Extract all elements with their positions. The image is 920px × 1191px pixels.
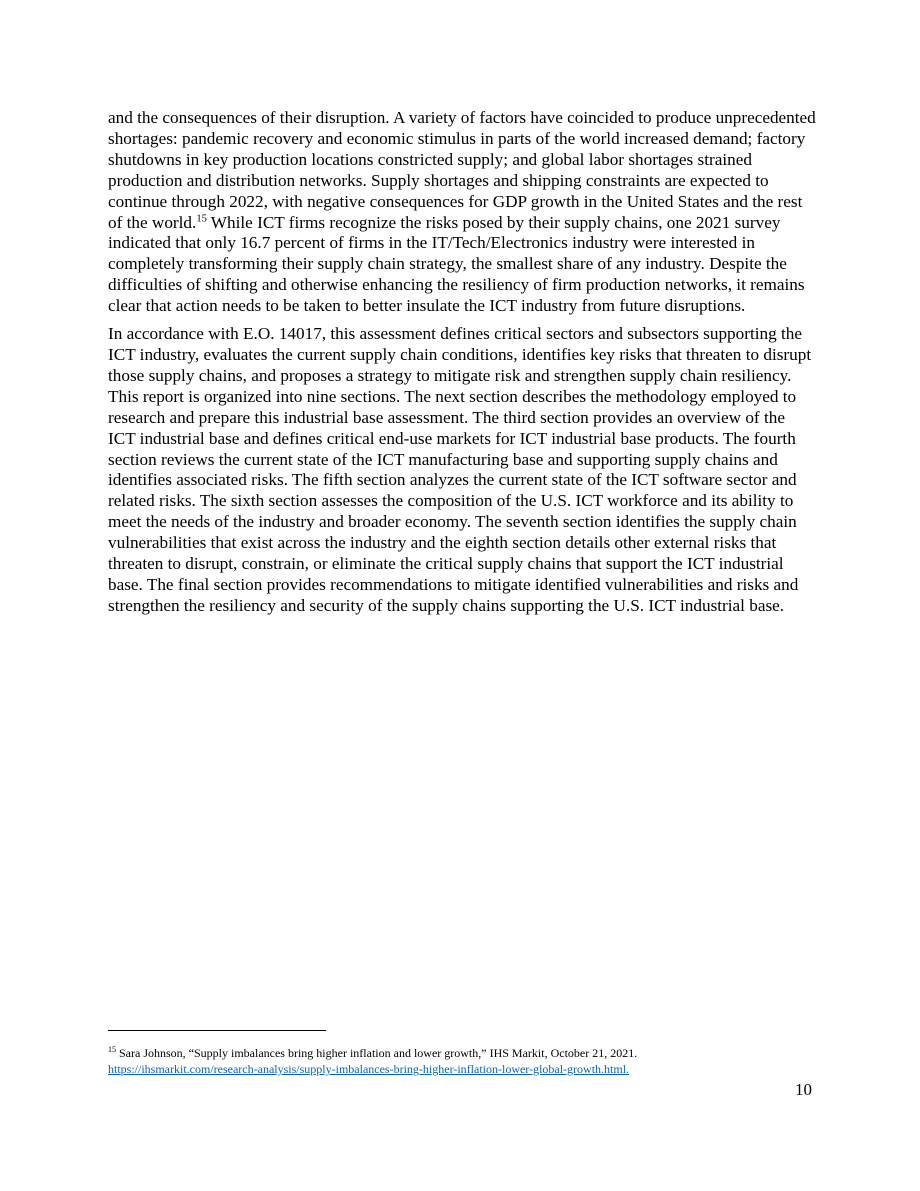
page-number: 10 [795,1080,812,1099]
paragraph-1-text-a: and the consequences of their disruption. A variety of factors have coincided to produce unprecedented shortages: pandemic recovery and economic stimulus in parts of the world increased demand; factory shutdowns in key production locations constricted supply; and global labor shortages strained production and distribution networks. Supply shortages and shipping constraints are expected to continue through 2022, with negative consequences for GDP growth in the United States and the rest of the world. [108,108,816,232]
paragraph-1-text-b: While ICT firms recognize the risks posed by their supply chains, one 2021 survey indicated that only 16.7 percent of firms in the IT/Tech/Electronics industry were interested in completely transforming their supply chain strategy, the smallest share of any industry. Despite the difficulties of shifting and otherwise enhancing the resiliency of firm production networks, it remains clear that action needs to be taken to better insulate the ICT industry from future disruptions. [108,212,805,316]
footnote-separator [108,1030,326,1031]
footnote-mark: 15 [108,1045,116,1054]
paragraph-2: In accordance with E.O. 14017, this assessment defines critical sectors and subsectors supporting the ICT industry, evaluates the current supply chain conditions, identifies key risks that threaten to disrupt those supply chains, and proposes a strategy to mitigate risk and strengthen supply chain resiliency. This report is organized into nine sections. The next section describes the methodology employed to research and prepare this industrial base assessment. The third section provides an overview of the ICT industrial base and defines critical end-use markets for ICT industrial base products. The fourth section reviews the current state of the ICT manufacturing base and supporting supply chains and identifies associated risks. The fifth section analyzes the current state of the ICT software sector and related risks. The sixth section assesses the composition of the U.S. ICT workforce and its ability to meet the needs of the industry and broader economy. The seventh section identifies the supply chain vulnerabilities that exist across the industry and the eighth section details other external risks that threaten to disrupt, constrain, or eliminate the critical supply chains that support the ICT industrial base. The final section provides recommendations to mitigate identified vulnerabilities and risks and strengthen the resiliency and security of the supply chains supporting the U.S. ICT industrial base. [108,324,812,615]
footnote [108,1045,808,1077]
paragraph-1 [108,108,816,317]
footnote-citation [108,1045,808,1061]
body-text [108,108,816,624]
footnote-link[interactable]: https://ihsmarkit.com/research-analysis/supply-imbalances-bring-higher-inflation-lower-global-growth.html. [108,1062,630,1076]
footnote-reference[interactable]: 15 [196,212,207,224]
footnote-text: Sara Johnson, “Supply imbalances bring higher inflation and lower growth,” IHS Markit, October 21, 2021. [116,1046,638,1060]
